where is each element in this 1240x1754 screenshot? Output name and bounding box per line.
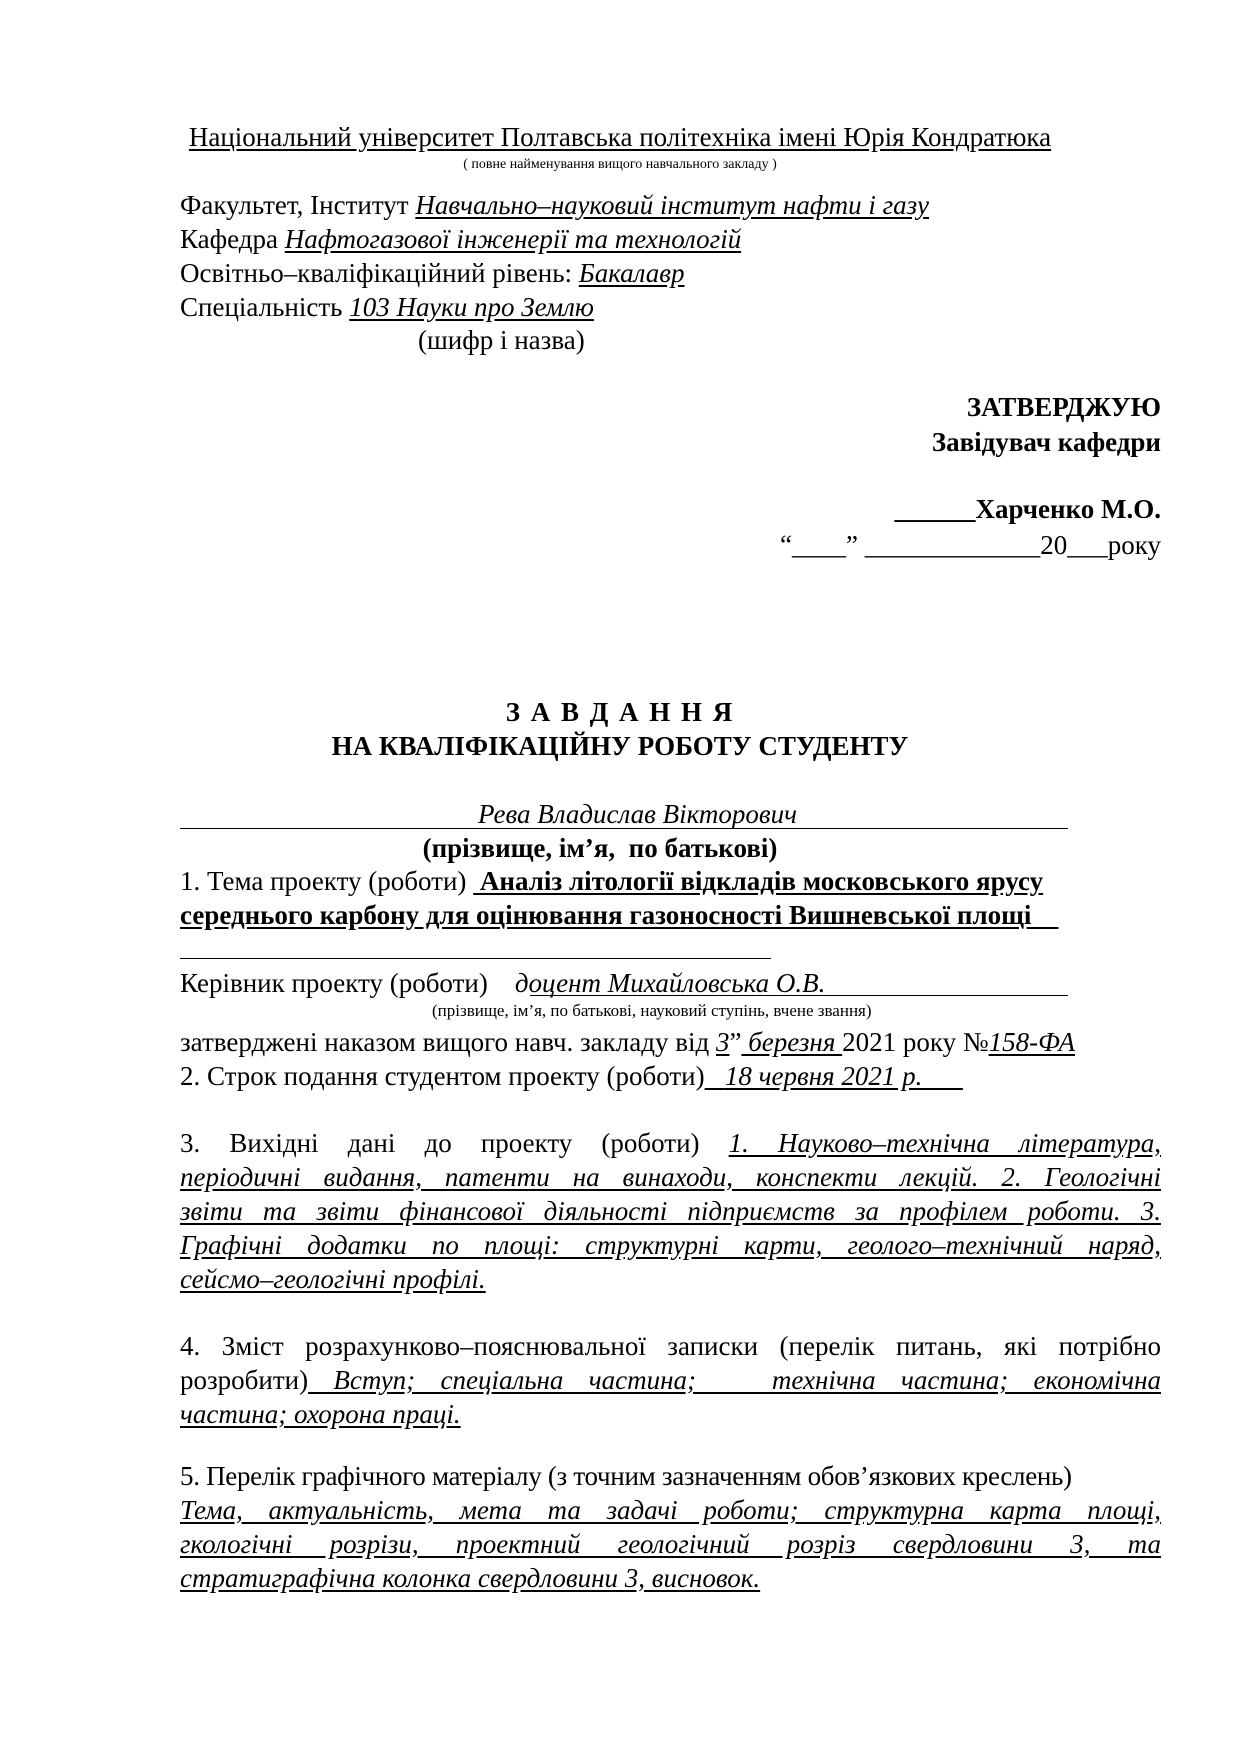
specialty-value: 103 Науки про Землю — [349, 292, 594, 322]
head-of-department: Завідувач кафедри — [931, 427, 1161, 457]
university-name: Національний університет Полтавська політехніка імені Юрія Кондратюка — [188, 122, 1052, 152]
specialty-line — [180, 290, 594, 324]
contents-value-2: частина; охорона праці. — [180, 1399, 461, 1429]
input-data-value-2: періодичні видання, патенти на винаходи, конспекти лекцій. 2. Геологічні — [180, 1162, 1161, 1192]
graphics-value-2: гкологічні розрізи, проектний геологічний розріз свердловини 3, та — [180, 1529, 1161, 1559]
faculty-line — [180, 188, 929, 222]
specialty-caption: (шифр і назва) — [418, 325, 585, 355]
approver-line — [894, 492, 1161, 526]
blank-underline — [180, 958, 771, 959]
deadline-value: 18 червня 2021 р. — [724, 1061, 923, 1091]
input-data-value-4: Графічні додатки по площі: структурні карти, геолого–технічний наряд, — [180, 1230, 1161, 1260]
department-line — [180, 222, 741, 256]
graphics-value-1: Тема, актуальність, мета та задачі роботи; структурна карта площі, — [180, 1495, 1161, 1525]
level-value: Бакалавр — [578, 258, 685, 288]
approve-heading: ЗАТВЕРДЖУЮ — [966, 392, 1161, 422]
signature-blank: ______ — [894, 494, 976, 524]
approver-name: Харченко М.О. — [975, 494, 1161, 524]
input-data-line-1 — [180, 1126, 1161, 1160]
contents-line-2 — [180, 1363, 1161, 1397]
contents-label-1: 4. Зміст розрахунково–пояснювальної записки (перелік питань, які потрібно — [180, 1331, 1161, 1361]
contents-value-1: Вступ; спеціальна частина; технічна частина; економічна — [308, 1365, 1161, 1395]
supervisor-value: доцент Михайловська О.В. — [494, 968, 826, 998]
faculty-value: Навчально–науковий інститут нафти і газу — [415, 190, 930, 220]
order-quote: ” — [729, 1027, 742, 1057]
supervisor-caption: (прізвище, ім’я, по батькові, науковий ступінь, вчене звання) — [432, 1001, 872, 1020]
level-label: Освітньо–кваліфікаційний рівень: — [180, 258, 579, 288]
student-name-underline — [180, 828, 1068, 829]
topic-value-1: Аналіз літології відкладів московського ярусу — [473, 866, 1044, 896]
order-number: 158-ФА — [988, 1027, 1075, 1057]
contents-label-2: розробити) — [180, 1365, 309, 1395]
specialty-label: Спеціальність — [180, 292, 350, 322]
document-subtitle: НА КВАЛІФІКАЦІЙНУ РОБОТУ СТУДЕНТУ — [331, 731, 909, 761]
input-data-label: 3. Вихідні дані до проекту (роботи) — [180, 1128, 729, 1158]
order-day: 3 — [715, 1027, 730, 1057]
input-data-value-3: звіти та звіти фінансової діяльності підприємств за профілем роботи. 3. — [180, 1196, 1161, 1226]
student-caption: (прізвище, ім’я, по батькові) — [422, 833, 778, 863]
graphics-label: 5. Перелік графічного матеріалу (з точним зазначенням обов’язкових креслень) — [180, 1461, 1072, 1491]
order-line — [180, 1025, 1075, 1059]
topic-value-2: середнього карбону для оцінювання газоносності Вишневської площі — [180, 900, 1059, 930]
level-line — [180, 256, 685, 290]
faculty-label: Факультет, Інститут — [180, 190, 416, 220]
approval-date-line: “____” _____________20___року — [780, 530, 1161, 560]
supervisor-underline — [530, 995, 1068, 996]
deadline-label: 2. Строк подання студентом проекту (роботи) — [180, 1061, 705, 1091]
document-title: З А В Д А Н Н Я — [505, 697, 735, 727]
order-month: березня — [741, 1027, 843, 1057]
student-name: Рева Владислав Вікторович — [478, 799, 797, 829]
supervisor-label: Керівник проекту (роботи) — [180, 968, 495, 998]
department-label: Кафедра — [180, 224, 285, 254]
deadline-line — [180, 1059, 963, 1093]
input-data-value-1: 1. Науково–технічна література, — [728, 1128, 1161, 1158]
order-text: затверджені наказом вищого навч. закладу від — [180, 1027, 716, 1057]
input-data-value-5: сейсмо–геологічні профілі. — [180, 1264, 486, 1294]
graphics-value-3: стратиграфічна колонка свердловини 3, висновок. — [180, 1563, 761, 1593]
university-caption: ( повне найменування вищого навчального закладу ) — [463, 157, 777, 172]
topic-line-1 — [180, 864, 1043, 898]
order-year: 2021 року № — [842, 1027, 989, 1057]
department-value: Нафтогазової інженерії та технологій — [284, 224, 742, 254]
topic-label: 1. Тема проекту (роботи) — [180, 866, 474, 896]
